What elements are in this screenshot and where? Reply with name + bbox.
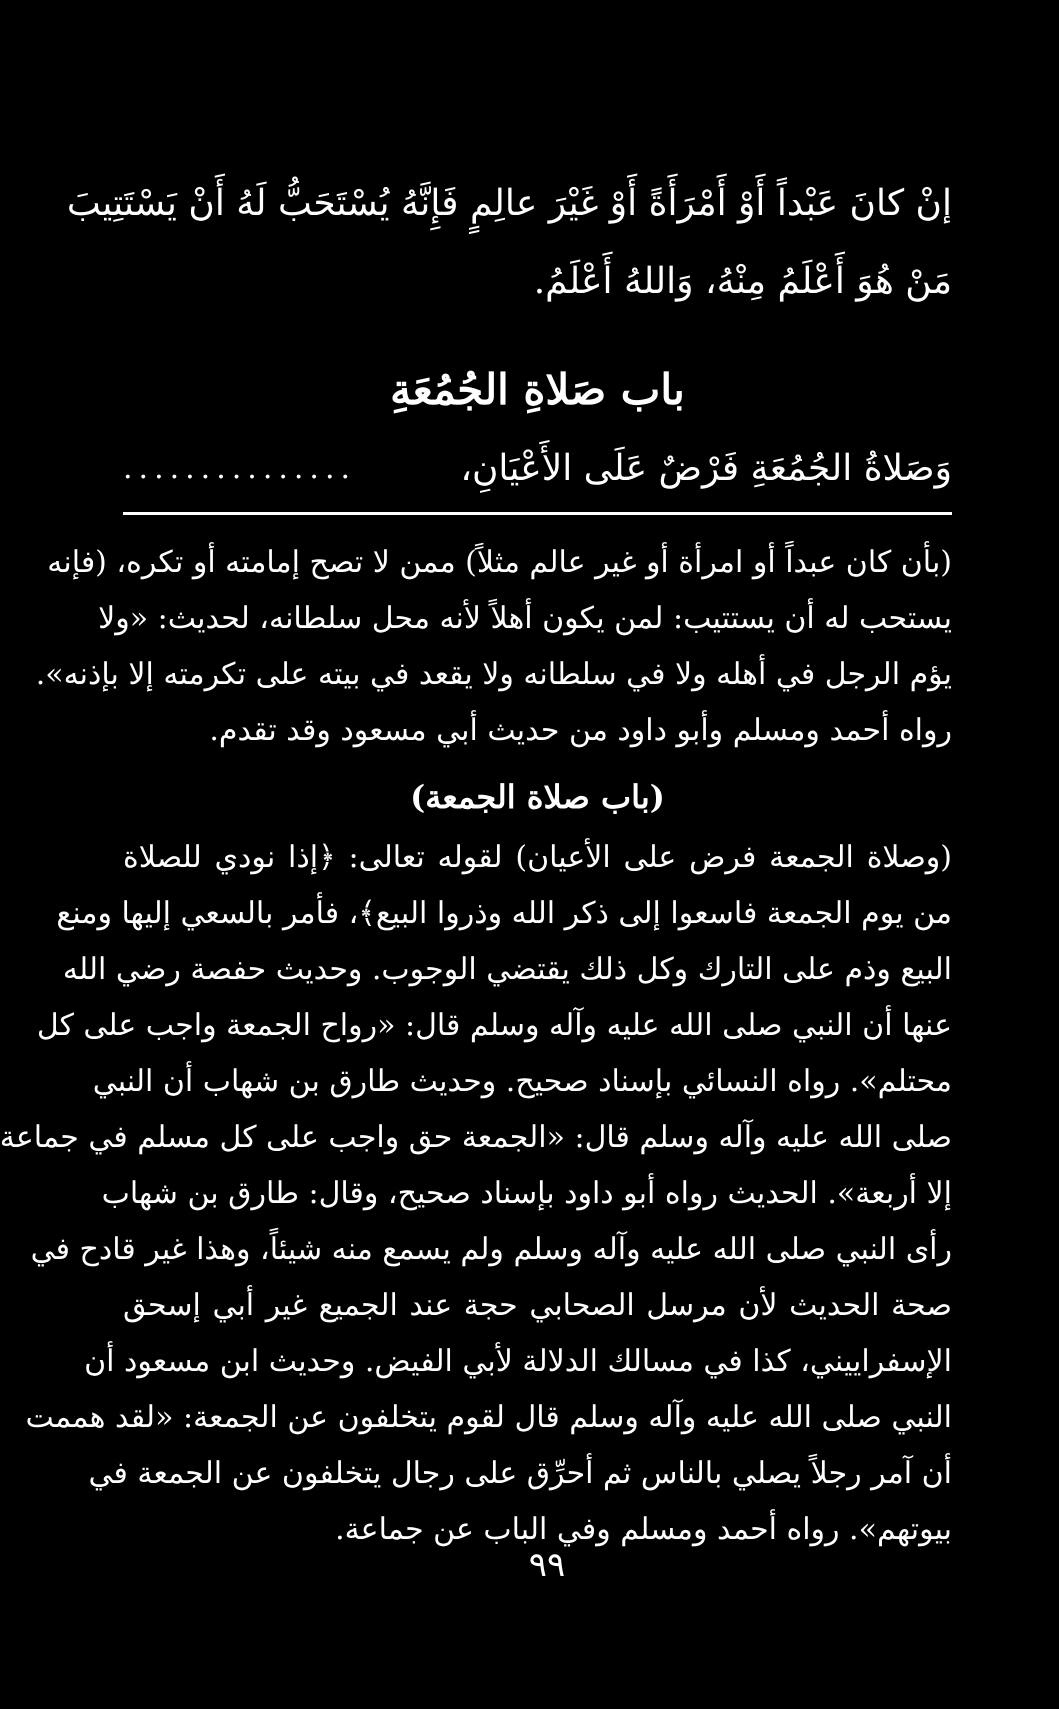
sharh-p2-line-8: رأى النبي صلى الله عليه وآله وسلم ولم يسمع منه شيئاً، وهذا غير قادح في <box>30 1232 952 1267</box>
separator-rule <box>123 512 952 515</box>
sharh-p2-line-7: إلا أربعة». الحديث رواه أبو داود بإسناد صحيح، وقال: طارق بن شهاب <box>101 1176 952 1211</box>
sharh-p2-line-3: البيع وذم على التارك وكل ذلك يقتضي الوجوب. وحديث حفصة رضي الله <box>62 952 952 987</box>
matn-opening-text: وَصَلاةُ الجُمُعَةِ فَرْضٌ عَلَى الأَعْيَانِ، <box>460 447 952 489</box>
matn-opening-row <box>123 440 952 496</box>
sharh-p2-line-5: محتلم». رواه النسائي بإسناد صحيح. وحديث طارق بن شهاب أن النبي <box>92 1064 952 1099</box>
sharh-p2-line-9: صحة الحديث لأن مرسل الصحابي حجة عند الجميع غير أبي إسحق <box>123 1288 952 1323</box>
matn-line-2: مَنْ هُوَ أَعْلَمُ مِنْهُ، وَاللهُ أَعْلَمُ. <box>533 261 952 302</box>
sharh-p2-line-4: عنها أن النبي صلى الله عليه وآله وسلم قال: «رواح الجمعة واجب على كل <box>36 1008 952 1043</box>
sharh-p2-line-10: الإسفراييني، كذا في مسالك الدلالة لأبي الفيض. وحديث ابن مسعود أن <box>84 1344 952 1379</box>
sharh-p1-line-2: يستحب له أن يستتيب: لمن يكون أهلاً لأنه محل سلطانه، لحديث: «ولا <box>98 601 952 636</box>
sharh-p1-line-4: رواه أحمد ومسلم وأبو داود من حديث أبي مسعود وقد تقدم. <box>209 713 952 748</box>
section-subheading: (باب صلاة الجمعة) <box>410 778 665 816</box>
sharh-p2-line-13: بيوتهم». رواه أحمد ومسلم وفي الباب عن جماعة. <box>335 1512 952 1547</box>
sharh-p1-line-1: (بأن كان عبداً أو امرأة أو غير عالم مثلاً) ممن لا تصح إمامته أو تكره، (فإنه <box>47 545 952 580</box>
chapter-title: باب صَلاةِ الجُمُعَةِ <box>390 365 685 414</box>
sharh-p2-line-11: النبي صلى الله عليه وآله وسلم قال لقوم يتخلفون عن الجمعة: «لقد هممت <box>25 1400 952 1435</box>
sharh-p2-line-6: صلى الله عليه وآله وسلم قال: «الجمعة حق واجب على كل مسلم في جماعة <box>0 1120 952 1155</box>
matn-line-1: إنْ كانَ عَبْداً أَوْ أَمْرَأَةً أَوْ غَيْرَ عالِمٍ فَإِنَّهُ يُسْتَحَبُّ لَهُ أَنْ يَسْتَتِيبَ <box>66 183 952 224</box>
leader-dots: ............... <box>123 450 357 486</box>
sharh-p1-line-3: يؤم الرجل في أهله ولا في سلطانه ولا يقعد في بيته على تكرمته إلا بإذنه». <box>35 657 952 692</box>
sharh-p2-line-1: (وصلاة الجمعة فرض على الأعيان) لقوله تعالى: ﴿إذا نودي للصلاة <box>123 840 952 875</box>
sharh-p2-line-2: من يوم الجمعة فاسعوا إلى ذكر الله وذروا البيع﴾، فأمر بالسعي إليها ومنع <box>56 896 952 931</box>
sharh-p2-line-12: أن آمر رجلاً يصلي بالناس ثم أحرِّق على رجال يتخلفون عن الجمعة في <box>88 1456 952 1491</box>
page-number: ٩٩ <box>528 1545 566 1585</box>
